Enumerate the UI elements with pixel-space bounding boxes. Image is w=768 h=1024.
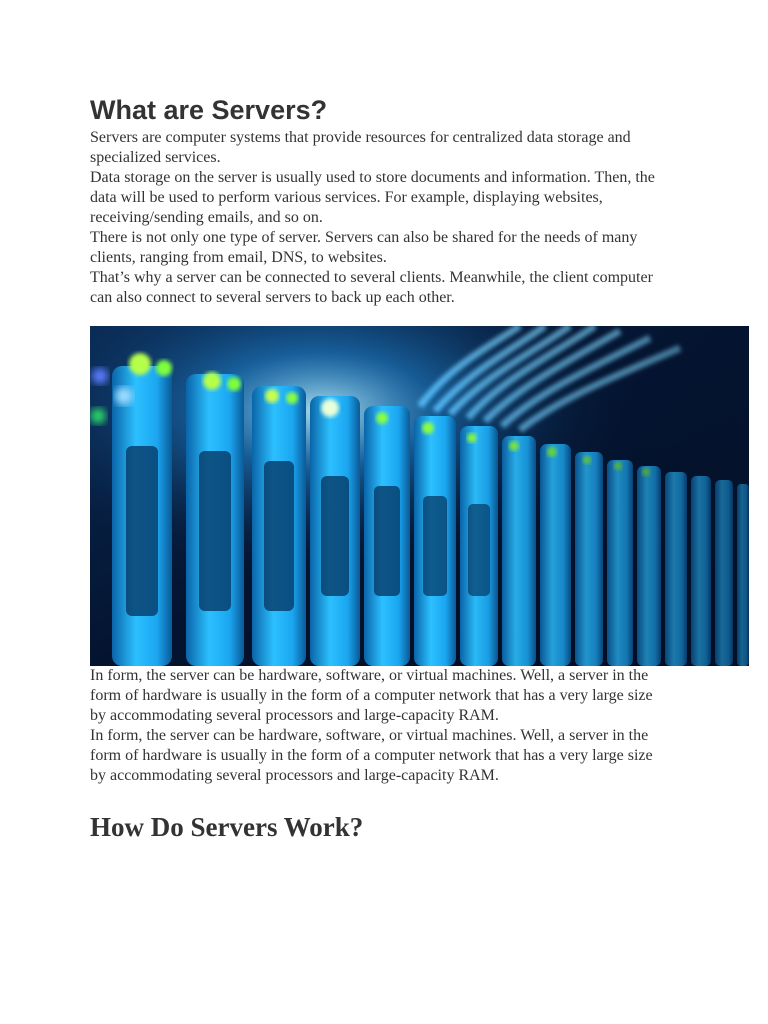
article-body <box>90 92 690 844</box>
section-heading-how-servers-work: How Do Servers Work? <box>90 812 364 842</box>
paragraph-servers-definition: Servers are computer systems that provide resources for centralized data storage and specialized services. <box>90 129 631 166</box>
paragraph-server-form-2: In form, the server can be hardware, software, or virtual machines. Well, a server in the form of hardware is usually in the form of a computer network that has a very large size by accommodating several processors and large-capacity RAM. <box>90 727 653 784</box>
page-title: What are Servers? <box>90 95 328 125</box>
paragraph-clients: That’s why a server can be connected to several clients. Meanwhile, the client computer can also connect to several servers to back up each other. <box>90 269 653 306</box>
server-rack-image <box>90 326 749 666</box>
paragraph-server-types: There is not only one type of server. Servers can also be shared for the needs of many clients, ranging from email, DNS, to websites. <box>90 229 638 266</box>
paragraph-server-form-1: In form, the server can be hardware, software, or virtual machines. Well, a server in the form of hardware is usually in the form of a computer network that has a very large size by accommodating several processors and large-capacity RAM. <box>90 667 653 724</box>
paragraph-data-storage: Data storage on the server is usually used to store documents and information. Then, the data will be used to perform various services. For example, displaying websites, receiving/sending emails, and so on. <box>90 169 655 226</box>
